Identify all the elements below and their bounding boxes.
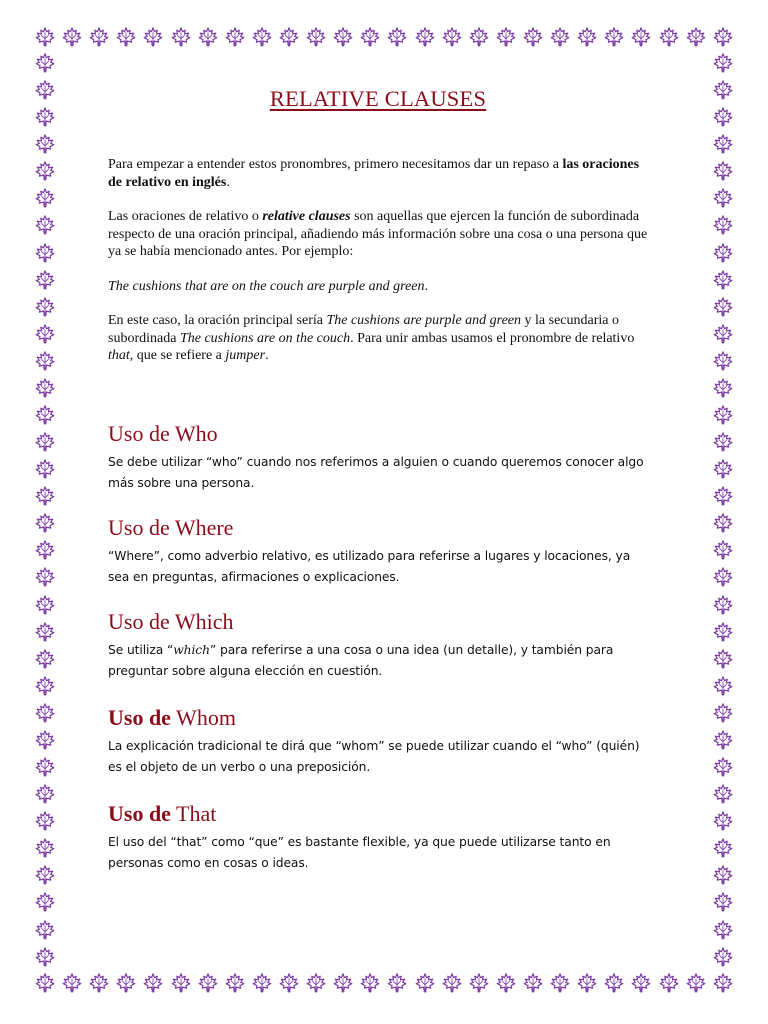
- maple-leaf-icon: [197, 972, 219, 994]
- maple-leaf-icon: [34, 783, 56, 805]
- maple-leaf-icon: [332, 972, 354, 994]
- maple-leaf-icon: [61, 972, 83, 994]
- explanation-italic-a: The cushions are purple and green: [326, 313, 522, 328]
- document-title: RELATIVE CLAUSES: [269, 86, 487, 111]
- maple-leaf-icon: [88, 26, 110, 48]
- maple-leaf-icon: [712, 946, 734, 968]
- maple-leaf-icon: [34, 919, 56, 941]
- section-that: [108, 801, 648, 875]
- maple-leaf-icon: [712, 52, 734, 74]
- maple-leaf-icon: [251, 972, 273, 994]
- maple-leaf-icon: [34, 891, 56, 913]
- maple-leaf-icon: [712, 972, 734, 994]
- maple-leaf-icon: [115, 972, 137, 994]
- maple-leaf-icon: [61, 26, 83, 48]
- maple-leaf-icon: [386, 26, 408, 48]
- maple-leaf-icon: [712, 621, 734, 643]
- maple-leaf-icon: [712, 648, 734, 670]
- maple-leaf-icon: [34, 864, 56, 886]
- maple-leaf-icon: [712, 539, 734, 561]
- maple-leaf-icon: [34, 350, 56, 372]
- maple-leaf-icon: [712, 864, 734, 886]
- maple-leaf-icon: [712, 675, 734, 697]
- maple-leaf-icon: [142, 972, 164, 994]
- maple-leaf-icon: [712, 431, 734, 453]
- maple-leaf-icon: [359, 26, 381, 48]
- explanation-text-a: En este caso, la oración principal sería: [108, 313, 327, 328]
- definition-text-b: son aquellas que ejercen la función de subordinada respecto de una oración principal, añadiendo más información sobre una cosa o una persona que ya se había mencionado antes. Por ejemplo:: [108, 209, 648, 259]
- maple-leaf-icon: [712, 891, 734, 913]
- section-where-heading: Uso de Where: [108, 514, 234, 540]
- maple-leaf-icon: [630, 972, 652, 994]
- maple-leaf-icon: [712, 323, 734, 345]
- section-whom-heading-bold: Uso de: [108, 704, 171, 730]
- maple-leaf-icon: [712, 269, 734, 291]
- intro-paragraph: [108, 156, 648, 191]
- maple-leaf-icon: [576, 26, 598, 48]
- maple-leaf-icon: [549, 972, 571, 994]
- maple-leaf-icon: [170, 972, 192, 994]
- maple-leaf-icon: [712, 756, 734, 778]
- maple-leaf-icon: [34, 160, 56, 182]
- maple-leaf-icon: [712, 242, 734, 264]
- explanation-text-d: , que se refiere a: [129, 348, 226, 363]
- maple-leaf-icon: [305, 26, 327, 48]
- maple-leaf-icon: [251, 26, 273, 48]
- definition-term: relative clauses: [262, 209, 351, 224]
- section-that-body: El uso del “that” como “que” es bastante flexible, ya que puede utilizarse tanto en personas como en cosas o ideas.: [108, 834, 611, 870]
- section-which: [108, 609, 648, 683]
- explanation-paragraph: [108, 312, 648, 365]
- maple-leaf-icon: [34, 431, 56, 453]
- maple-leaf-icon: [34, 621, 56, 643]
- maple-leaf-icon: [34, 242, 56, 264]
- section-who: [108, 421, 648, 495]
- section-who-body: Se debe utilizar “who” cuando nos referimos a alguien o cuando queremos conocer algo más sobre una persona.: [108, 454, 644, 490]
- maple-leaf-icon: [685, 26, 707, 48]
- maple-leaf-icon: [386, 972, 408, 994]
- maple-leaf-icon: [712, 296, 734, 318]
- maple-leaf-icon: [34, 512, 56, 534]
- maple-leaf-icon: [495, 26, 517, 48]
- maple-leaf-icon: [468, 972, 490, 994]
- maple-leaf-icon: [34, 702, 56, 724]
- explanation-italic-d: jumper: [225, 348, 266, 363]
- maple-leaf-icon: [441, 26, 463, 48]
- maple-leaf-icon: [34, 594, 56, 616]
- definition-text-a: Las oraciones de relativo o: [108, 209, 263, 224]
- section-which-body-b: ” para referirse a una cosa o una idea (un detalle), y también para preguntar sobre alguna elección en cuestión.: [108, 642, 614, 678]
- section-which-body: [108, 640, 648, 683]
- maple-leaf-icon: [712, 594, 734, 616]
- maple-leaf-icon: [712, 566, 734, 588]
- maple-leaf-icon: [34, 485, 56, 507]
- section-where: [108, 515, 648, 589]
- maple-leaf-icon: [712, 837, 734, 859]
- section-that-heading-rest: That: [170, 800, 217, 826]
- maple-leaf-icon: [34, 133, 56, 155]
- explanation-text-b: y la secundaria o subordinada: [108, 313, 619, 346]
- border-right: [712, 52, 734, 968]
- maple-leaf-icon: [305, 972, 327, 994]
- section-that-heading: [108, 801, 648, 827]
- maple-leaf-icon: [34, 52, 56, 74]
- border-top: [34, 26, 734, 48]
- maple-leaf-icon: [224, 972, 246, 994]
- document-body: [108, 86, 648, 895]
- intro-end: .: [226, 174, 230, 190]
- maple-leaf-icon: [34, 79, 56, 101]
- maple-leaf-icon: [34, 377, 56, 399]
- maple-leaf-icon: [34, 675, 56, 697]
- border-left: [34, 52, 56, 968]
- example-sentence: The cushions that are on the couch are purple and green: [108, 278, 425, 294]
- maple-leaf-icon: [712, 458, 734, 480]
- explanation-text-c: . Para unir ambas usamos el pronombre de relativo: [350, 330, 635, 346]
- maple-leaf-icon: [712, 79, 734, 101]
- section-which-body-italic: which: [173, 642, 210, 657]
- maple-leaf-icon: [712, 106, 734, 128]
- maple-leaf-icon: [224, 26, 246, 48]
- definition-paragraph: [108, 208, 648, 261]
- maple-leaf-icon: [712, 512, 734, 534]
- maple-leaf-icon: [495, 972, 517, 994]
- explanation-end: .: [265, 348, 269, 363]
- maple-leaf-icon: [34, 323, 56, 345]
- maple-leaf-icon: [332, 26, 354, 48]
- maple-leaf-icon: [441, 972, 463, 994]
- section-whom-heading: [108, 705, 648, 731]
- section-whom: [108, 705, 648, 779]
- maple-leaf-icon: [712, 160, 734, 182]
- maple-leaf-icon: [712, 702, 734, 724]
- maple-leaf-icon: [712, 810, 734, 832]
- maple-leaf-icon: [414, 26, 436, 48]
- maple-leaf-icon: [34, 214, 56, 236]
- maple-leaf-icon: [712, 377, 734, 399]
- maple-leaf-icon: [197, 26, 219, 48]
- maple-leaf-icon: [34, 26, 56, 48]
- maple-leaf-icon: [88, 972, 110, 994]
- maple-leaf-icon: [34, 756, 56, 778]
- maple-leaf-icon: [34, 566, 56, 588]
- section-who-heading: Uso de Who: [108, 420, 218, 446]
- intro-bold: las oraciones de relativo en inglés: [108, 157, 640, 190]
- maple-leaf-icon: [34, 458, 56, 480]
- section-that-heading-bold: Uso de: [108, 800, 171, 826]
- maple-leaf-icon: [34, 648, 56, 670]
- maple-leaf-icon: [712, 187, 734, 209]
- maple-leaf-icon: [712, 404, 734, 426]
- maple-leaf-icon: [34, 296, 56, 318]
- maple-leaf-icon: [522, 26, 544, 48]
- section-which-body-a: Se utiliza “: [108, 642, 174, 657]
- maple-leaf-icon: [468, 26, 490, 48]
- maple-leaf-icon: [34, 729, 56, 751]
- maple-leaf-icon: [603, 26, 625, 48]
- maple-leaf-icon: [359, 972, 381, 994]
- maple-leaf-icon: [549, 26, 571, 48]
- example-paragraph: [108, 278, 648, 296]
- maple-leaf-icon: [34, 946, 56, 968]
- maple-leaf-icon: [414, 972, 436, 994]
- maple-leaf-icon: [34, 187, 56, 209]
- explanation-italic-b: The cushions are on the couch: [179, 330, 351, 346]
- explanation-italic-c: that: [108, 348, 130, 363]
- maple-leaf-icon: [115, 26, 137, 48]
- maple-leaf-icon: [630, 26, 652, 48]
- maple-leaf-icon: [522, 972, 544, 994]
- section-whom-heading-rest: Whom: [170, 704, 236, 730]
- maple-leaf-icon: [34, 404, 56, 426]
- maple-leaf-icon: [278, 26, 300, 48]
- maple-leaf-icon: [712, 485, 734, 507]
- maple-leaf-icon: [712, 729, 734, 751]
- section-which-heading: Uso de Which: [108, 608, 234, 634]
- maple-leaf-icon: [603, 972, 625, 994]
- maple-leaf-icon: [34, 837, 56, 859]
- maple-leaf-icon: [658, 26, 680, 48]
- maple-leaf-icon: [34, 972, 56, 994]
- maple-leaf-icon: [34, 106, 56, 128]
- maple-leaf-icon: [278, 972, 300, 994]
- maple-leaf-icon: [34, 810, 56, 832]
- maple-leaf-icon: [34, 269, 56, 291]
- maple-leaf-icon: [712, 133, 734, 155]
- maple-leaf-icon: [712, 783, 734, 805]
- maple-leaf-icon: [712, 350, 734, 372]
- section-where-body: “Where”, como adverbio relativo, es utilizado para referirse a lugares y locaciones, ya sea en preguntas, afirmaciones o explicaciones.: [108, 548, 631, 584]
- maple-leaf-icon: [685, 972, 707, 994]
- border-bottom: [34, 972, 734, 994]
- intro-text: Para empezar a entender estos pronombres, primero necesitamos dar un repaso a: [108, 157, 563, 172]
- maple-leaf-icon: [576, 972, 598, 994]
- maple-leaf-icon: [34, 539, 56, 561]
- maple-leaf-icon: [712, 214, 734, 236]
- maple-leaf-icon: [142, 26, 164, 48]
- maple-leaf-icon: [170, 26, 192, 48]
- maple-leaf-icon: [712, 919, 734, 941]
- maple-leaf-icon: [712, 26, 734, 48]
- maple-leaf-icon: [658, 972, 680, 994]
- section-whom-body: La explicación tradicional te dirá que “whom” se puede utilizar cuando el “who” (quién) es el objeto de un verbo o una preposición.: [108, 738, 640, 774]
- example-end: .: [424, 278, 429, 294]
